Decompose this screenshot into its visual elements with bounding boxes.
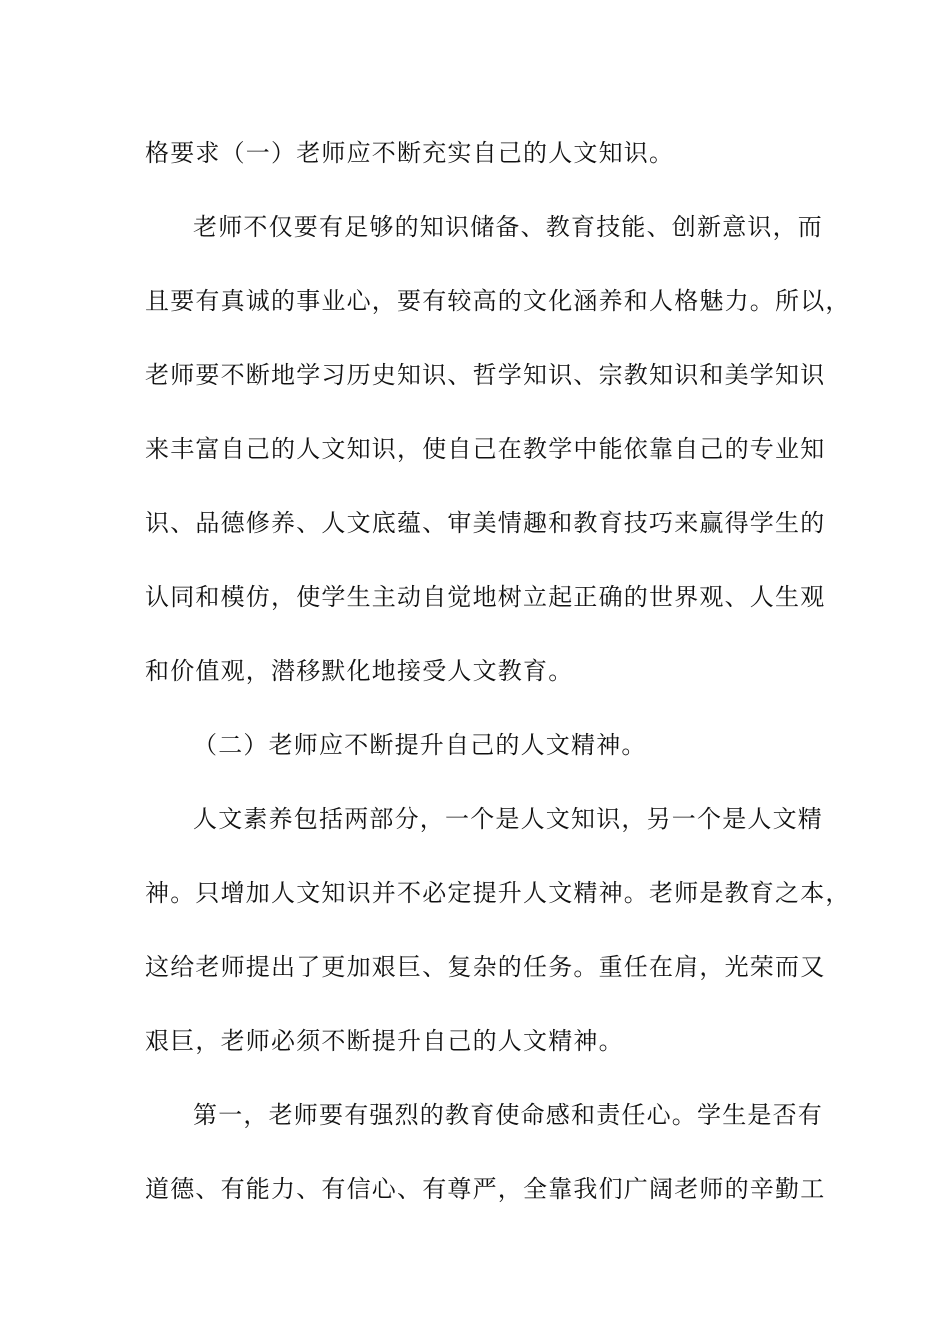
paragraph-first-line: 老师不仅要有足够的知识储备、教育技能、创新意识，而 <box>193 213 823 241</box>
text-line: 艰巨，老师必须不断提升自己的人文精神。 <box>145 1027 624 1055</box>
paragraph-first-line: 人文素养包括两部分，一个是人文知识，另一个是人文精 <box>193 805 823 833</box>
text-line: 道德、有能力、有信心、有尊严，全靠我们广阔老师的辛勤工 <box>145 1175 826 1203</box>
section-heading: （二）老师应不断提升自己的人文精神。 <box>193 731 647 759</box>
text-line: 且要有真诚的事业心，要有较高的文化涵养和人格魅力。所以， <box>145 287 851 315</box>
text-line: 和价值观，潜移默化地接受人文教育。 <box>145 657 574 685</box>
text-line: 老师要不断地学习历史知识、哲学知识、宗教知识和美学知识 <box>145 361 826 389</box>
text-line: 格要求（一）老师应不断充实自己的人文知识。 <box>145 139 675 167</box>
paragraph-first-line: 第一，老师要有强烈的教育使命感和责任心。学生是否有 <box>193 1101 823 1129</box>
text-line: 识、品德修养、人文底蕴、审美情趣和教育技巧来赢得学生的 <box>145 509 826 537</box>
text-line: 认同和模仿，使学生主动自觉地树立起正确的世界观、人生观 <box>145 583 826 611</box>
text-line: 神。只增加人文知识并不必定提升人文精神。老师是教育之本， <box>145 879 851 907</box>
text-line: 来丰富自己的人文知识，使自己在教学中能依靠自己的专业知 <box>145 435 826 463</box>
text-line: 这给老师提出了更加艰巨、复杂的任务。重任在肩，光荣而又 <box>145 953 826 981</box>
